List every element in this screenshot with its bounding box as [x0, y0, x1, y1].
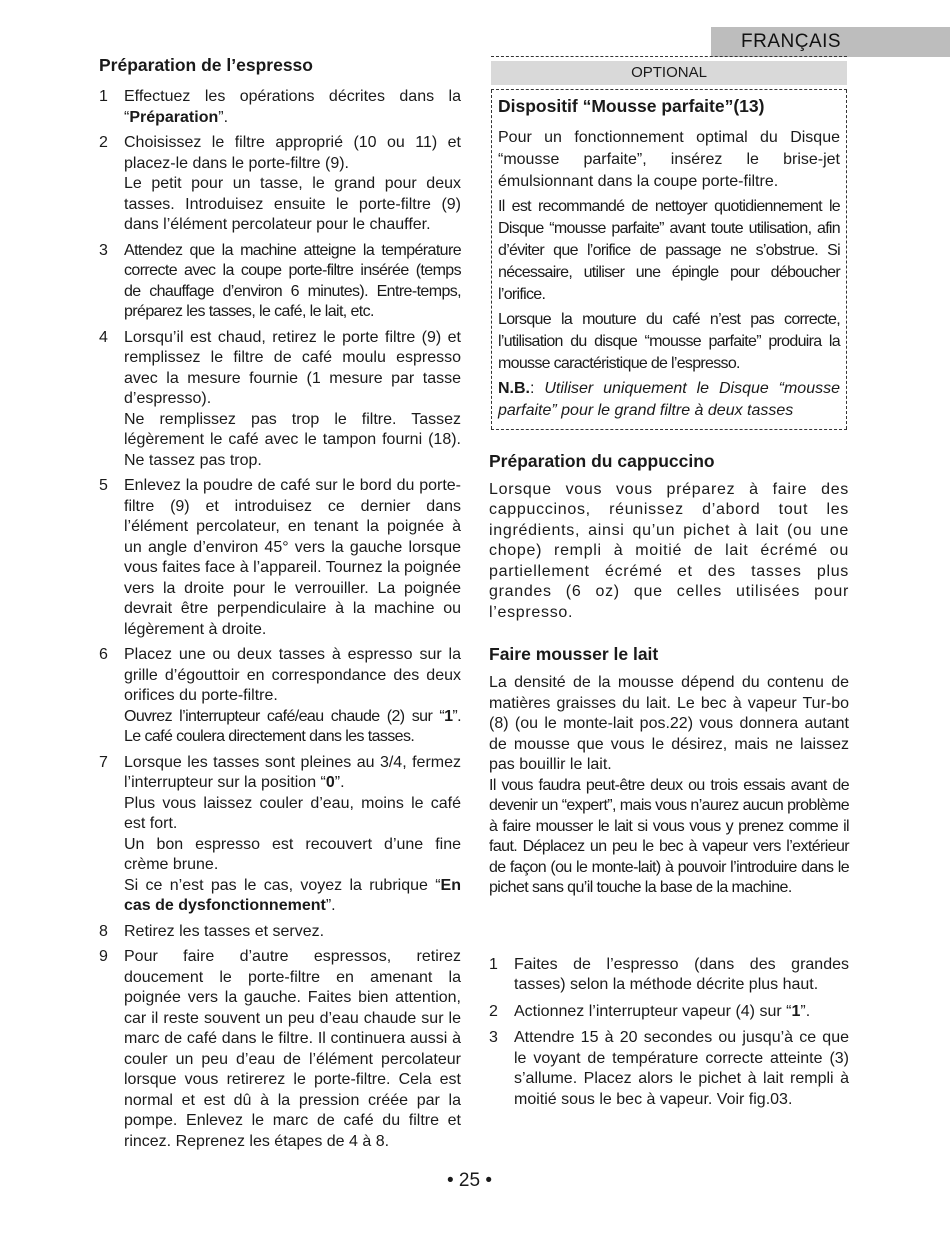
espresso-step-8 — [99, 922, 461, 943]
step-number: 3 — [489, 1029, 498, 1046]
step-text-part: Si ce n’est pas le cas, voyez la rubrique “ — [124, 876, 441, 894]
step-text: Le petit pour un tasse, le grand pour deux tasses. Introduisez ensuite le porte-filtre (9) dans l’élément percolateur pour le chauffer. — [124, 175, 461, 233]
step-text: Attendre 15 à 20 secondes ou jusqu’à ce que le voyant de température correcte atteinte (3) s’allume. Placez alors le pichet à lait rempli à moitié sous le bec à vapeur. Voir fig.03. — [514, 1029, 849, 1108]
step-number: 1 — [489, 955, 498, 973]
step-text: ”. — [218, 108, 229, 126]
milk-step-2 — [489, 1002, 849, 1023]
step-text-part: ”. — [325, 897, 336, 914]
optional-paragraph: Lorsque la mouture du café n’est pas correcte, l’utilisation du disque “mousse parfaite” produira la mousse caractéristique de l’espresso. — [498, 310, 840, 372]
step-text — [124, 876, 461, 917]
step-text-part: ”. — [334, 774, 345, 791]
milk-step-1 — [489, 955, 849, 996]
step-number: 6 — [99, 646, 108, 663]
optional-paragraph: Pour un fonctionnement optimal du Disque “mousse parfaite”, insérez le brise-jet émulsionnant dans la coupe porte-filtre. — [498, 128, 840, 190]
milk-title: Faire mousser le lait — [489, 644, 659, 664]
step-emphasis: 1 — [444, 707, 453, 725]
step-number: 9 — [99, 948, 108, 965]
optional-body — [491, 90, 847, 429]
espresso-step-6 — [99, 645, 461, 748]
note-label: N.B. — [498, 379, 530, 397]
step-text: Faites de l’espresso (dans des grandes tasses) selon la méthode décrite plus haut. — [514, 955, 849, 993]
step-number: 8 — [99, 922, 108, 940]
step-emphasis: En cas de dysfonctionnement — [124, 876, 461, 914]
optional-paragraph: Il est recommandé de nettoyer quotidiennement le Disque “mousse parfaite” avant toute utilisation, afin d’éviter que l’orifice de passage ne s’obstrue. Si nécessaire, utiliser une épingle pour déboucher l’orifice. — [498, 197, 840, 303]
step-emphasis: 1 — [791, 1002, 801, 1020]
step-emphasis: Préparation — [129, 108, 219, 126]
step-text: Plus vous laissez couler d’eau, moins le café est fort. — [124, 794, 461, 832]
step-number: 3 — [99, 241, 108, 259]
left-column — [99, 54, 461, 1157]
espresso-step-4 — [99, 328, 461, 472]
step-text-part: ”. — [800, 1002, 811, 1020]
milk-steps — [489, 955, 849, 1111]
espresso-step-5 — [99, 476, 461, 640]
optional-box — [489, 56, 849, 430]
step-text: Attendez que la machine atteigne la température correcte avec la coupe porte-filtre insérée (temps de chauffage d’environ 6 minutes). Entre-temps, préparez les tasses, le café, le lait, etc. — [124, 241, 461, 320]
step-text: Enlevez la poudre de café sur le bord du porte-filtre (9) et introduisez ce dernier dans l’élément percolateur, en tenant la poignée à un angle d’environ 45° vers la gauche lorsque vous faites face à l’appareil. Tournez la poignée vers la droite pour le verrouiller. La poignée devrait être perpendiculaire à la machine ou légèrement à droite. — [124, 477, 461, 638]
step-text: Ne remplissez pas trop le filtre. Tassez légèrement le café avec le tampon fourni (18). Ne tassez pas trop. — [124, 410, 461, 469]
step-text: Lorsqu’il est chaud, retirez le porte filtre (9) et remplissez le filtre de café moulu espresso avec la mesure fournie (1 mesure par tasse d’espresso). — [124, 328, 461, 407]
step-text: Placez une ou deux tasses à espresso sur la grille d’égouttoir en correspondance des deux orifices du porte-filtre. — [124, 646, 461, 704]
step-text-part: Lorsque les tasses sont pleines au 3/4, fermez l’interrupteur sur la position “ — [124, 753, 461, 791]
step-text-part: ”. Le café coulera directement dans les tasses. — [124, 707, 461, 745]
step-emphasis: 0 — [325, 774, 335, 791]
espresso-step-7 — [99, 753, 461, 917]
optional-title: Dispositif “Mousse parfaite”(13) — [498, 96, 765, 116]
language-tab: FRANÇAIS — [711, 27, 950, 57]
dashed-divider — [491, 429, 847, 430]
step-number: 2 — [99, 134, 108, 151]
espresso-step-3 — [99, 241, 461, 323]
right-column — [489, 56, 849, 1116]
step-text: Un bon espresso est recouvert d’une fine crème brune. — [124, 835, 461, 873]
step-number: 5 — [99, 477, 108, 494]
espresso-title: Préparation de l’espresso — [99, 55, 313, 75]
step-text-part: Ouvrez l’interrupteur café/eau chaude (2) sur “ — [124, 707, 445, 725]
step-number: 7 — [99, 753, 108, 771]
step-text: Effectuez les opérations décrites dans la “ — [124, 88, 461, 126]
cappuccino-title: Préparation du cappuccino — [489, 450, 715, 471]
page-number: • 25 • — [447, 1170, 492, 1191]
espresso-step-9 — [99, 947, 461, 1152]
dashed-divider — [491, 56, 847, 57]
note-text: Utiliser uniquement le Disque “mousse parfaite” pour le grand filtre à deux tasses — [498, 379, 841, 419]
milk-paragraph: Il vous faudra peut-être deux ou trois essais avant de devenir un “expert”, mais vous n’aurez aucun problème à faire mousser le lait si vous vous y prenez comme il faut. Déplacez un peu le bec à vapeur vers l’extérieur de façon (ou le monte-lait) à pouvoir l’introduire dans le pichet sans qu’il touche la base de la machine. — [489, 776, 849, 896]
step-text — [124, 753, 461, 794]
note-separator: : — [530, 379, 545, 397]
milk-step-3 — [489, 1028, 849, 1110]
optional-note — [498, 378, 840, 422]
step-number: 1 — [99, 88, 108, 105]
step-text-part: Actionnez l’interrupteur vapeur (4) sur “ — [514, 1002, 792, 1020]
step-number: 2 — [489, 1002, 498, 1020]
step-number: 4 — [99, 328, 108, 346]
espresso-steps — [99, 87, 461, 1152]
step-text: Retirez les tasses et servez. — [124, 922, 325, 940]
step-text: Choisissez le filtre approprié (10 ou 11) et placez-le dans le porte-filtre (9). — [124, 134, 461, 172]
espresso-step-1 — [99, 87, 461, 128]
milk-paragraph: La densité de la mousse dépend du contenu de matières graisses du lait. Le bec à vapeur Tur-bo (8) (ou le monte-lait pos.22) vous donnera autant de mousse que vous le désirez, mais ne laissez pas bouillir le lait. — [489, 674, 849, 773]
cappuccino-text: Lorsque vous vous préparez à faire des cappuccinos, réunissez d’abord tout les ingrédients, ainsi qu’un pichet à lait (ou une chope) rempli à moitié de lait écrémé ou partiellement écrémé et des tasses plus grandes (6 oz) que celles utilisées pour l’espresso. — [489, 480, 849, 621]
optional-label: OPTIONAL — [491, 61, 847, 85]
espresso-step-2 — [99, 133, 461, 236]
step-text — [124, 707, 461, 748]
step-text: Pour faire d’autre espressos, retirez doucement le porte-filtre en amenant la poignée vers la gauche. Faites bien attention, car il reste souvent un peu d’eau chaude sur le marc de café dans le filtre. Il continuera aussi à couler un peu d’eau de l’élément percolateur lorsque vous retirerez le porte-filtre. Cela est normal et est dû à la pression créée par la pompe. Enlevez le marc de café du filtre et rincez. Reprenez les étapes de 4 à 8. — [124, 948, 461, 1150]
